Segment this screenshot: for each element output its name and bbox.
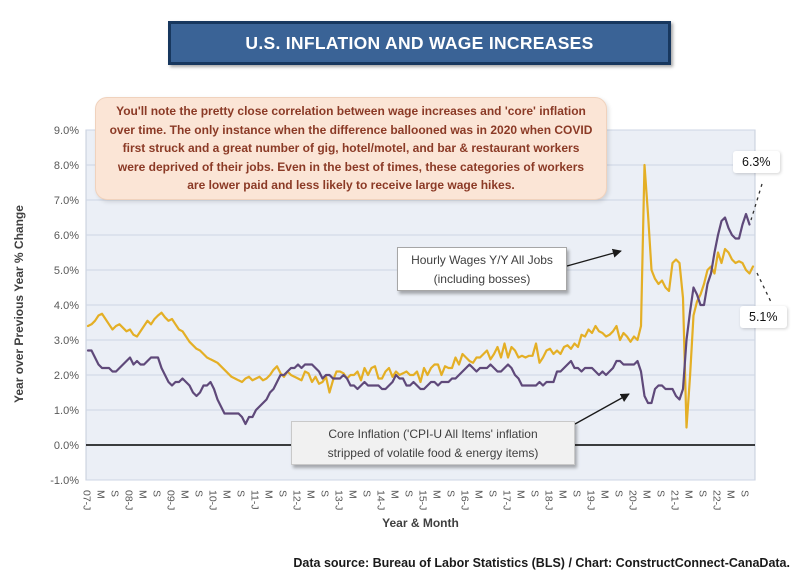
annotation-box xyxy=(95,97,607,200)
svg-text:S: S xyxy=(612,490,625,498)
core-series-label-line1: Core Inflation ('CPI-U All Items' inflation xyxy=(328,427,538,441)
svg-text:22-J: 22-J xyxy=(710,490,723,511)
svg-text:S: S xyxy=(570,490,583,498)
data-source-credit: Data source: Bureau of Labor Statistics (BLS) / Chart: ConstructConnect-CanaData. xyxy=(293,556,790,570)
svg-text:-1.0%: -1.0% xyxy=(50,474,79,487)
svg-text:S: S xyxy=(108,490,121,498)
svg-text:4.0%: 4.0% xyxy=(53,299,79,312)
svg-text:M: M xyxy=(220,490,233,499)
svg-text:08-J: 08-J xyxy=(122,490,135,511)
svg-text:S: S xyxy=(696,490,709,498)
svg-text:14-J: 14-J xyxy=(374,490,387,511)
svg-text:S: S xyxy=(234,490,247,498)
svg-text:S: S xyxy=(318,490,331,498)
svg-text:S: S xyxy=(402,490,415,498)
svg-text:18-J: 18-J xyxy=(542,490,555,511)
svg-text:2.0%: 2.0% xyxy=(53,369,79,382)
wages-series-label-line2: (including bosses) xyxy=(433,272,531,287)
svg-text:M: M xyxy=(304,490,317,499)
svg-text:S: S xyxy=(276,490,289,498)
svg-text:12-J: 12-J xyxy=(290,490,303,511)
svg-text:S: S xyxy=(444,490,457,498)
svg-text:S: S xyxy=(738,490,751,498)
svg-text:M: M xyxy=(262,490,275,499)
svg-text:1.0%: 1.0% xyxy=(53,404,79,417)
svg-text:S: S xyxy=(150,490,163,498)
svg-text:M: M xyxy=(346,490,359,499)
svg-text:5.0%: 5.0% xyxy=(53,264,79,277)
svg-text:M: M xyxy=(430,490,443,499)
svg-text:7.0%: 7.0% xyxy=(53,194,79,207)
wages-end-label-leader xyxy=(757,273,771,302)
svg-text:16-J: 16-J xyxy=(458,490,471,511)
wages-series-label xyxy=(397,247,567,291)
svg-text:17-J: 17-J xyxy=(500,490,513,511)
svg-text:M: M xyxy=(136,490,149,499)
svg-text:M: M xyxy=(640,490,653,499)
svg-text:M: M xyxy=(514,490,527,499)
svg-text:M: M xyxy=(388,490,401,499)
svg-text:S: S xyxy=(192,490,205,498)
wages-end-value-label: 5.1% xyxy=(740,306,787,328)
svg-text:3.0%: 3.0% xyxy=(53,334,79,347)
page-title: U.S. INFLATION AND WAGE INCREASES xyxy=(245,32,594,53)
svg-text:6.0%: 6.0% xyxy=(53,229,79,242)
svg-text:8.0%: 8.0% xyxy=(53,159,79,172)
y-axis-title: Year over Previous Year % Change xyxy=(12,205,26,403)
svg-text:0.0%: 0.0% xyxy=(53,439,79,452)
svg-text:11-J: 11-J xyxy=(248,490,261,510)
wages-series-label-line1: Hourly Wages Y/Y All Jobs xyxy=(411,253,553,267)
svg-text:M: M xyxy=(682,490,695,499)
svg-text:M: M xyxy=(472,490,485,499)
svg-text:M: M xyxy=(556,490,569,499)
x-axis-title: Year & Month xyxy=(382,516,459,530)
core-inflation-series-label xyxy=(291,421,575,465)
svg-text:S: S xyxy=(486,490,499,498)
svg-text:M: M xyxy=(598,490,611,499)
svg-text:M: M xyxy=(94,490,107,499)
svg-text:20-J: 20-J xyxy=(626,490,639,511)
y-axis-tick-labels xyxy=(50,125,79,487)
svg-text:S: S xyxy=(360,490,373,498)
svg-text:19-J: 19-J xyxy=(584,490,597,511)
svg-text:10-J: 10-J xyxy=(206,490,219,511)
svg-text:15-J: 15-J xyxy=(416,490,429,511)
annotation-text: You'll note the pretty close correlation between wage increases and 'core' inflation over time. The only instance when the difference ballooned was in 2020 when COVID first struck and a great number of gig, hotel/motel, and bar & restaurant workers were deprived of their jobs. Even in the best of times, these categories of workers are lower paid and less likely to receive large wage hikes. xyxy=(109,104,593,193)
svg-text:S: S xyxy=(654,490,667,498)
svg-text:09-J: 09-J xyxy=(164,490,177,511)
svg-text:07-J: 07-J xyxy=(80,490,93,511)
svg-text:13-J: 13-J xyxy=(332,490,345,511)
svg-text:M: M xyxy=(724,490,737,499)
core-end-value-label: 6.3% xyxy=(733,151,780,173)
svg-text:9.0%: 9.0% xyxy=(53,124,79,137)
svg-text:S: S xyxy=(528,490,541,498)
svg-text:M: M xyxy=(178,490,191,499)
svg-text:21-J: 21-J xyxy=(668,490,681,511)
core-series-label-line2: stripped of volatile food & energy items) xyxy=(327,446,539,461)
x-axis-tick-labels xyxy=(81,490,751,510)
